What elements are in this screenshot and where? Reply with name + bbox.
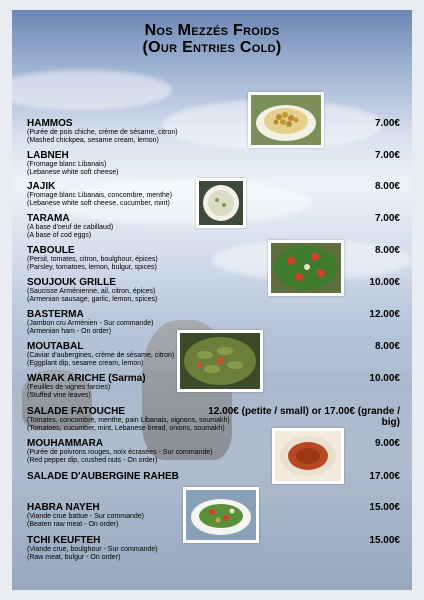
item-desc: (A base of cod eggs) bbox=[27, 232, 92, 239]
item-desc: (Caviar d'aubergines, crème de sésame, citron) bbox=[27, 352, 175, 359]
item-desc: (Raw meat, bulgur - On order) bbox=[27, 554, 121, 561]
taboule-photo bbox=[268, 240, 344, 296]
menu-item-tarama bbox=[27, 213, 113, 240]
jajik-photo bbox=[196, 178, 246, 228]
item-desc: (Fromage blanc Libanais) bbox=[27, 161, 107, 168]
item-price: 9.00€ bbox=[374, 438, 400, 449]
item-desc: (Tomates, concombre, menthe, pain Libanais, oignons, soumakh) bbox=[27, 417, 230, 424]
item-price: 8.00€ bbox=[374, 341, 400, 352]
menu-title: Nos Mezzés Froids bbox=[144, 22, 280, 39]
item-desc: (Feuilles de vignes farcies) bbox=[27, 384, 111, 391]
cloud bbox=[12, 70, 172, 110]
item-desc: (A base d'oeuf de cabillaud) bbox=[27, 224, 114, 231]
item-name: LABNEH bbox=[27, 150, 69, 161]
item-desc: (Fromage blanc Libanais, concombre, menthe) bbox=[27, 192, 173, 199]
item-price: 8.00€ bbox=[374, 245, 400, 256]
item-name: MOUTABAL bbox=[27, 341, 84, 352]
item-price: 15.00€ bbox=[369, 535, 400, 546]
item-desc: (Red pepper dip, crushed nuts - On order) bbox=[27, 457, 158, 464]
menu-subtitle: (Our Entries Cold) bbox=[142, 39, 282, 56]
menu-item-jajik bbox=[27, 181, 172, 208]
item-price: 8.00€ bbox=[374, 181, 400, 192]
menu-item-hammos bbox=[27, 118, 178, 145]
item-desc: (Tomatoes, cucumber, mint, Lebanese bread, onions, soumakh) bbox=[27, 425, 225, 432]
mouhammara-photo bbox=[272, 428, 344, 484]
item-price: 7.00€ bbox=[374, 150, 400, 161]
item-desc: (Persil, tomates, citron, boulghour, épices) bbox=[27, 256, 158, 263]
item-price: 15.00€ bbox=[369, 502, 400, 513]
item-desc: (Purée de pois chiche, crème de sésame, citron) bbox=[27, 129, 178, 136]
item-name: HAMMOS bbox=[27, 118, 73, 129]
menu-item-tchi-keufteh bbox=[27, 535, 158, 562]
item-name: HABRA NAYEH bbox=[27, 502, 100, 513]
menu-item-basterma bbox=[27, 309, 153, 336]
salad-photo bbox=[183, 487, 259, 543]
item-name: TARAMA bbox=[27, 213, 70, 224]
item-desc: (Viande crue, boulghour - Sur commande) bbox=[27, 546, 158, 553]
item-name: SALADE D'AUBERGINE RAHEB bbox=[27, 471, 179, 482]
item-desc: (Parsley, tomatoes, lemon, bulgur, spices) bbox=[27, 264, 157, 271]
item-desc: (Saucisse Arménienne, ail, citron, épices) bbox=[27, 288, 156, 295]
menu-item-soujouk-grille bbox=[27, 277, 157, 304]
menu-item-moutabal bbox=[27, 341, 174, 368]
item-desc: (Beaten raw meat - On order) bbox=[27, 521, 119, 528]
item-desc: (Mashed chickpea, sesame cream, lemon) bbox=[27, 137, 159, 144]
item-name: TCHI KEUFTEH bbox=[27, 535, 101, 546]
menu-item-habra-nayeh bbox=[27, 502, 144, 529]
item-desc: (Lebanese white soft cheese, cucumber, mint) bbox=[27, 200, 170, 207]
item-name: TABOULE bbox=[27, 245, 75, 256]
item-price: 12.00€ bbox=[369, 309, 400, 320]
item-price: 7.00€ bbox=[374, 118, 400, 129]
item-price: 7.00€ bbox=[374, 213, 400, 224]
item-desc: (Viande crue battue - Sur commande) bbox=[27, 513, 144, 520]
item-desc: (Stuffed vine leaves) bbox=[27, 392, 91, 399]
item-price: 17.00€ bbox=[369, 471, 400, 482]
item-name: SALADE FATOUCHE bbox=[27, 406, 125, 417]
item-name: SOUJOUK GRILLE bbox=[27, 277, 116, 288]
menu-item-taboule bbox=[27, 245, 158, 272]
item-name: WARAK ARICHE (Sarma) bbox=[27, 373, 146, 384]
item-desc: (Eggplant dip, sesame cream, lemon) bbox=[27, 360, 144, 367]
menu-item-labneh bbox=[27, 150, 118, 177]
item-name: BASTERMA bbox=[27, 309, 84, 320]
menu-item-salade-aubergine-raheb bbox=[27, 471, 179, 482]
menu-item-mouhammara bbox=[27, 438, 213, 465]
item-price: 12.00€ (petite / small) or 17.00€ (grande / big) bbox=[208, 406, 400, 428]
item-desc: (Lebanese white soft cheese) bbox=[27, 169, 119, 176]
warak-ariche-photo bbox=[177, 330, 263, 392]
hummus-photo bbox=[248, 92, 324, 148]
item-price: 10.00€ bbox=[369, 373, 400, 384]
item-desc: (Armenian ham - On order) bbox=[27, 328, 112, 335]
item-desc: (Purée de poivrons rouges, noix écrasées - Sur commande) bbox=[27, 449, 213, 456]
item-name: JAJIK bbox=[27, 181, 56, 192]
menu-item-warak-ariche bbox=[27, 373, 146, 400]
item-name: MOUHAMMARA bbox=[27, 438, 104, 449]
item-desc: (Armenian sausage, garlic, lemon, spices) bbox=[27, 296, 158, 303]
item-price: 10.00€ bbox=[369, 277, 400, 288]
item-desc: (Jambon cru Arménien - Sur commande) bbox=[27, 320, 154, 327]
